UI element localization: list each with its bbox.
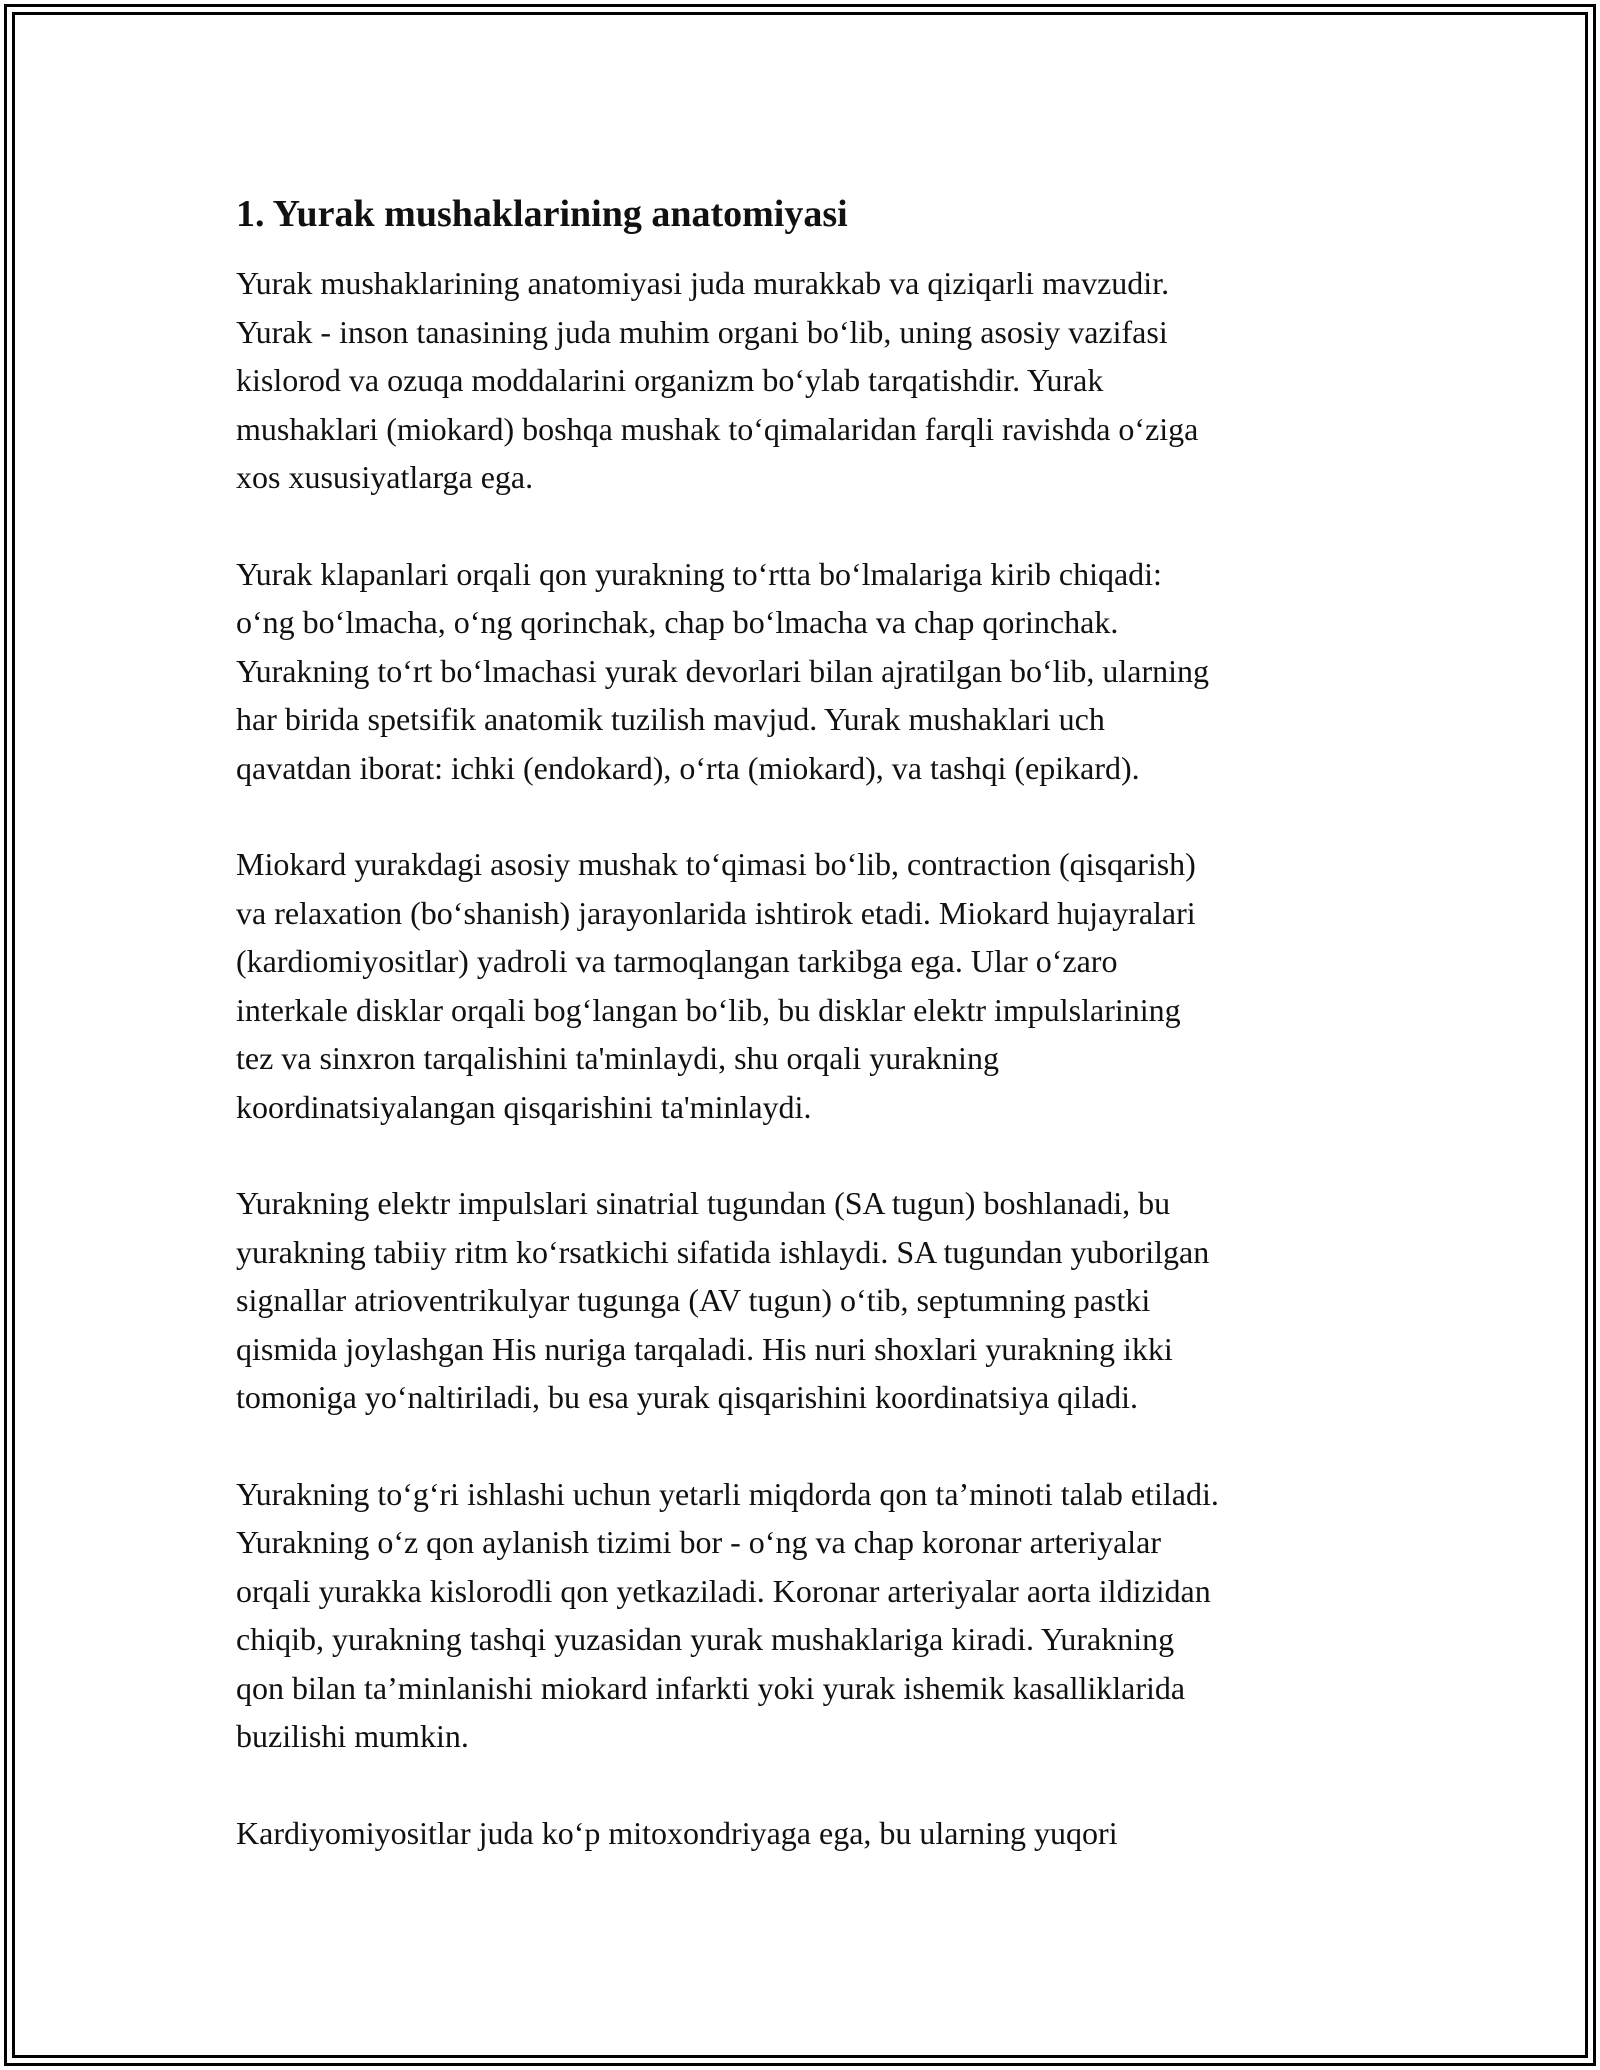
- text-line: Yurak - inson tanasining juda muhim organi bo‘lib, uning asosiy vazifasi: [236, 313, 1168, 350]
- text-line: Yurakning o‘z qon aylanish tizimi bor - o‘ng va chap koronar arteriyalar: [236, 1524, 1162, 1560]
- text-line: tez va sinxron tarqalishini ta'minlaydi, shu orqali yurakning: [236, 1040, 999, 1076]
- text-line: koordinatsiyalangan qisqarishini ta'minlaydi.: [236, 1088, 812, 1125]
- text-line: Kardiyomiyositlar juda ko‘p mitoxondriyaga ega, bu ularning yuqori: [236, 1814, 1118, 1851]
- section-heading: 1. Yurak mushaklarining anatomiyasi: [236, 193, 848, 235]
- paragraph: [236, 840, 1386, 1131]
- text-line: qavatdan iborat: ichki (endokard), o‘rta (miokard), va tashqi (epikard).: [236, 749, 1140, 786]
- paragraph: [236, 1470, 1386, 1761]
- paragraph: [236, 1179, 1386, 1422]
- text-line: Yurakning to‘rt bo‘lmachasi yurak devorlari bilan ajratilgan bo‘lib, ularning: [236, 652, 1210, 689]
- text-line: tomoniga yo‘naltiriladi, bu esa yurak qisqarishini koordinatsiya qiladi.: [236, 1379, 1139, 1415]
- text-line: yurakning tabiiy ritm ko‘rsatkichi sifatida ishlaydi. SA tugundan yuborilgan: [236, 1233, 1210, 1270]
- text-line: Yurakning elektr impulslari sinatrial tugundan (SA tugun) boshlanadi, bu: [236, 1185, 1171, 1221]
- text-line: signallar atrioventrikulyar tugunga (AV tugun) o‘tib, septumning pastki: [236, 1282, 1151, 1318]
- document-body: [236, 188, 1386, 1905]
- text-line: Miokard yurakdagi asosiy mushak to‘qimasi bo‘lib, contraction (qisqarish): [236, 846, 1196, 882]
- text-line: (kardiomiyositlar) yadroli va tarmoqlangan tarkibga ega. Ular o‘zaro: [236, 943, 1118, 979]
- text-line: har birida spetsifik anatomik tuzilish mavjud. Yurak mushaklari uch: [236, 701, 1105, 737]
- text-line: qismida joylashgan His nuriga tarqaladi. His nuri shoxlari yurakning ikki: [236, 1330, 1173, 1367]
- paragraph: [236, 1809, 1386, 1858]
- text-line: Yurakning to‘g‘ri ishlashi uchun yetarli miqdorda qon ta’minoti talab etiladi.: [236, 1475, 1219, 1512]
- text-line: buzilishi mumkin.: [236, 1718, 469, 1754]
- text-line: Yurak mushaklarining anatomiyasi juda murakkab va qiziqarli mavzudir.: [236, 265, 1170, 301]
- text-line: o‘ng bo‘lmacha, o‘ng qorinchak, chap bo‘lmacha va chap qorinchak.: [236, 604, 1119, 640]
- text-line: Yurak klapanlari orqali qon yurakning to‘rtta bo‘lmalariga kirib chiqadi:: [236, 555, 1162, 592]
- text-line: interkale disklar orqali bog‘langan bo‘lib, bu disklar elektr impulslarining: [236, 991, 1181, 1028]
- text-line: chiqib, yurakning tashqi yuzasidan yurak mushaklariga kiradi. Yurakning: [236, 1621, 1175, 1657]
- text-line: xos xususiyatlarga ega.: [236, 459, 534, 495]
- text-line: kislorod va ozuqa moddalarini organizm bo‘ylab tarqatishdir. Yurak: [236, 362, 1104, 398]
- text-line: va relaxation (bo‘shanish) jarayonlarida ishtirok etadi. Miokard hujayralari: [236, 894, 1196, 931]
- text-line: orqali yurakka kislorodli qon yetkaziladi. Koronar arteriyalar aorta ildizidan: [236, 1572, 1211, 1609]
- text-line: qon bilan ta’minlanishi miokard infarkti yoki yurak ishemik kasalliklarida: [236, 1669, 1186, 1706]
- text-line: mushaklari (miokard) boshqa mushak to‘qimalaridan farqli ravishda o‘ziga: [236, 410, 1199, 447]
- paragraph: [236, 550, 1386, 793]
- paragraph: [236, 259, 1386, 502]
